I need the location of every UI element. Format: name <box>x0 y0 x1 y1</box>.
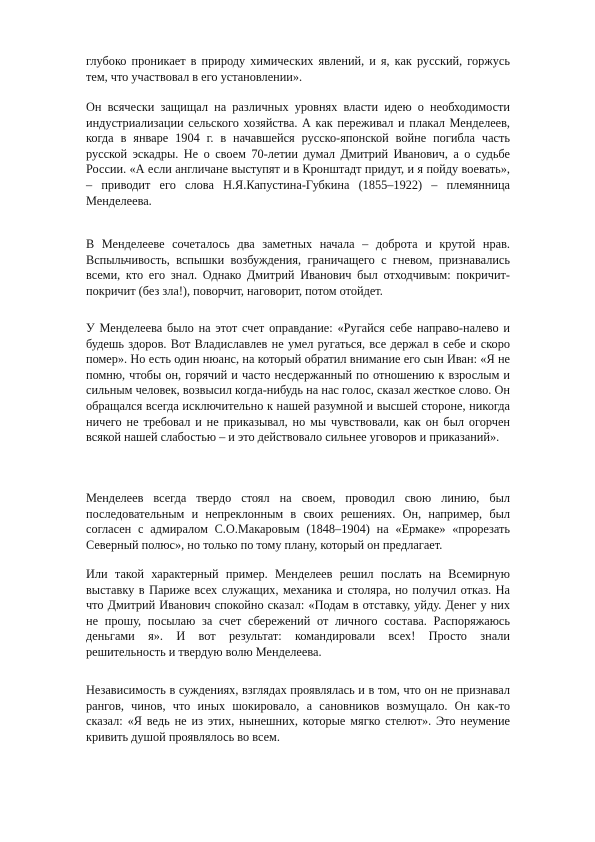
paragraph: Независимость в суждениях, взглядах проявлялась и в том, что он не признавал рангов, чинов, что иных шокировало, а сановников возмущало. Он как-то сказал: «Я ведь не из этих, нынешних, которые мягко стелют». Это неумение кривить душой проявлялось во всем. <box>86 683 510 744</box>
paragraph: Менделеев всегда твердо стоял на своем, проводил свою линию, был последовательным и непреклонным в своих решениях. Он, например, был согласен с адмиралом С.О.Макаровым (1848–1904) на «Ермаке» «прорезать Северный полюс», но только по тому плану, который он предлагает. <box>86 491 510 552</box>
paragraph: У Менделеева было на этот счет оправдание: «Ругайся себе направо-налево и будешь здоров. Вот Владиславлев не умел ругаться, все держал в себе и скоро помер». Но есть один нюанс, на который обратил внимание его сын Иван: «Я не помню, чтобы он, горячий и часто несдержанный по отношению к взрослым и сильным человек, возвысил когда-нибудь на нас голос, сказал жесткое слово. Он обращался всегда исключительно к нашей разумной и высшей стороне, никогда ничего не требовал и не приказывал, но мы чувствовали, как он был огорчен всякой нашей слабостью – и это действовало сильнее уговоров и приказаний». <box>86 321 510 445</box>
paragraph: Или такой характерный пример. Менделеев решил послать на Всемирную выставку в Париже всех служащих, механика и столяра, но получил отказ. На что Дмитрий Иванович спокойно сказал: «Подам в отставку, уйду. Денег у них не прошу, посылаю за счет сбережений от личного состава. Распоряжаюсь деньгами я». И вот результат: командировали всех! Просто знали решительность и твердую волю Менделеева. <box>86 567 510 659</box>
paragraph: В Менделееве сочеталось два заметных начала – доброта и крутой нрав. Вспыльчивость, вспышки возбуждения, граничащего с гневом, признавались всеми, кто его знал. Однако Дмитрий Иванович был отходчивым: покричит-покричит (без зла!), поворчит, наговорит, потом отойдет. <box>86 237 510 298</box>
paragraph: глубоко проникает в природу химических явлений, и я, как русский, горжусь тем, что участвовал в его установлении». <box>86 54 510 84</box>
paragraph: Он всячески защищал на различных уровнях власти идею о необходимости индустриализации сельского хозяйства. А как переживал и плакал Менделеев, когда в январе 1904 г. в начавшейся русско-японской войне погибла часть русской эскадры. Не о своем 70-летии думал Дмитрий Иванович, а о судьбе России. «А если англичане выступят и в Кронштадт придут, и я пойду воевать», – приводит его слова Н.Я.Капустина-Губкина (1855–1922) – племянница Менделеева. <box>86 100 510 208</box>
